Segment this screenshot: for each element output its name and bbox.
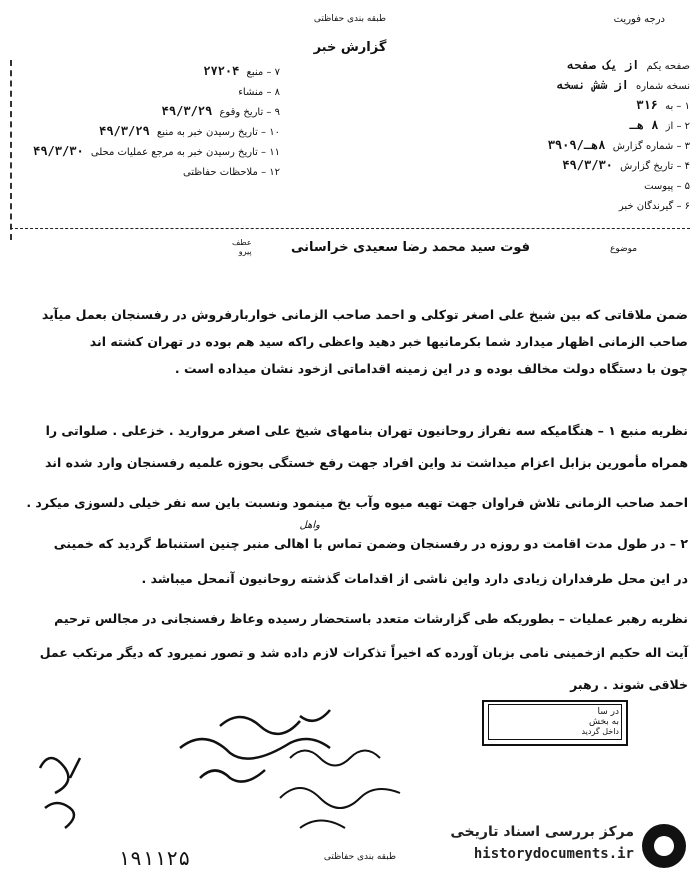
body-line: نظریه رهبر عملیات – بطوریکه طی گزارشات متعدد باستحضار رسیده وعاظ رفسنجانی در مجالس ترحیم bbox=[54, 611, 688, 626]
field-label: ۴ – تاریخ گزارش bbox=[620, 161, 690, 172]
page-title: گزارش خبر bbox=[313, 40, 387, 55]
field-report-number bbox=[400, 138, 690, 158]
body-line: خلاقی شوند . رهبر bbox=[570, 677, 688, 692]
urgency-label: درجه فوریت bbox=[613, 14, 665, 25]
field-label: نسخه شماره bbox=[636, 81, 690, 92]
field-value: از شش نسخه bbox=[556, 78, 629, 92]
field-attachment bbox=[400, 178, 690, 198]
body-line: در این محل طرفداران زیادی دارد واین ناشی از اقدامات گذشته روحانیون آنمحل میباشد . bbox=[141, 571, 688, 586]
field-value: ۴۹/۳/۲۹ bbox=[99, 124, 150, 138]
body-line: آیت اله حکیم ازخمینی نامی بزبان آورده که اخیراً تذکرات لازم داده شد و تصور نمیرود که دیگر مرتکب عمل bbox=[39, 645, 688, 660]
field-origin bbox=[20, 84, 280, 104]
field-label: ۱۲ – ملاحظات حفاظتی bbox=[182, 167, 280, 178]
field-value: ۴۹/۳/۳۰ bbox=[562, 158, 613, 172]
field-page bbox=[400, 58, 690, 78]
field-recipients bbox=[400, 198, 690, 218]
stamp-line: داخل گردید bbox=[581, 727, 619, 736]
header-classification: طبقه بندی حفاظتی bbox=[313, 14, 387, 24]
body-line: چون با دستگاه دولت مخالف بوده و در این زمینه اقداماتی ازخود نشان میداده است . bbox=[174, 361, 688, 376]
field-label: ۶ – گیرندگان خبر bbox=[618, 201, 690, 212]
body-line: نظریه منبع ۱ – هنگامیکه سه نفراز روحانیون تهران بنامهای شیخ علی اصغر مروارید . خزعلی . صلواتی را bbox=[45, 423, 688, 438]
document-number: ۱۹۱۱۲۵ bbox=[118, 846, 191, 870]
field-value: ۸هـ/۳۹۰۹ bbox=[547, 138, 606, 152]
field-value: از یک صفحه bbox=[567, 58, 640, 72]
subject: فوت سید محمد رضا سعیدی خراسانی bbox=[291, 240, 530, 255]
body-line: احمد صاحب الزمانی تلاش فراوان جهت تهیه میوه وآب یخ مینمود ونسبت باین سه نفر خیلی دلسوزی میکرد . bbox=[26, 495, 688, 510]
subject-label: موضوع bbox=[610, 244, 638, 254]
body-line: صاحب الزمانی اظهار میدارد شما بکرمانیها خبر دهید واعظی راکه سید هم بوده در تهران کشته اند bbox=[89, 334, 688, 349]
field-label: ۳ – شماره گزارش bbox=[612, 141, 690, 152]
field-report-date bbox=[400, 158, 690, 178]
field-label: ۲ – از bbox=[665, 121, 690, 132]
field-label: ۸ – منشاء bbox=[238, 87, 280, 98]
field-to bbox=[400, 98, 690, 118]
footer-classification: طبقه بندی حفاظتی bbox=[323, 852, 397, 862]
reference-box bbox=[232, 238, 252, 256]
field-source-date bbox=[20, 124, 280, 144]
body-line: همراه مأمورین بزابل اعزام میداشت ند واین افراد جهت رفع خستگی بحوزه علمیه رفسنجان وارد شده اند bbox=[45, 455, 688, 470]
field-label: ۹ – تاریخ وقوع bbox=[219, 107, 280, 118]
field-value: ۴۹/۳/۳۰ bbox=[33, 144, 84, 158]
stamp-line: در سا bbox=[597, 707, 619, 717]
handwritten-annotations bbox=[0, 698, 480, 848]
field-label: ۵ – پیوست bbox=[644, 181, 690, 192]
reference-label: عطف bbox=[232, 238, 252, 247]
field-event-date bbox=[20, 104, 280, 124]
field-label: ۱ – به bbox=[665, 101, 690, 112]
field-source bbox=[20, 64, 280, 84]
field-value: ۴۹/۳/۲۹ bbox=[161, 104, 213, 118]
header-divider bbox=[10, 228, 690, 229]
field-label: ۱۱ – تاریخ رسیدن خبر به مرجع عملیات محلی bbox=[90, 147, 280, 158]
field-label: صفحه یکم bbox=[646, 61, 690, 72]
left-fields bbox=[20, 64, 280, 184]
followup-label: پیرو bbox=[238, 247, 252, 256]
registry-stamp bbox=[482, 700, 628, 746]
field-copy bbox=[400, 78, 690, 98]
field-value: ۳۱۶ bbox=[636, 98, 658, 112]
field-local-ops-date bbox=[20, 144, 280, 164]
interlinear-note: واهل bbox=[299, 520, 320, 531]
field-value: ۲۷۲۰۴ bbox=[203, 64, 240, 78]
body-line: ۲ – در طول مدت اقامت دو روزه در رفسنجان وضمن تماس با اهالی منبر چنین استنباط گردید که خمینی bbox=[53, 536, 688, 551]
left-margin-dashes bbox=[10, 60, 20, 240]
archive-logo-icon bbox=[642, 824, 686, 868]
field-label: ۷ – منبع bbox=[246, 67, 280, 78]
field-from bbox=[400, 118, 690, 138]
field-value: ۸ هـ bbox=[629, 118, 659, 132]
body-line: ضمن ملاقاتی که بین شیخ علی اصغر توکلی و احمد صاحب الزمانی خواربارفروش در رفسنجان بعمل میآید bbox=[41, 307, 688, 322]
field-label: ۱۰ – تاریخ رسیدن خبر به منبع bbox=[156, 127, 280, 138]
stamp-line: به بخش bbox=[589, 717, 619, 727]
watermark-url: historydocuments.ir bbox=[473, 846, 634, 862]
right-fields bbox=[400, 58, 690, 218]
watermark-title: مرکز بررسی اسناد تاریخی bbox=[450, 824, 634, 840]
field-security-notes bbox=[20, 164, 280, 184]
watermark bbox=[420, 818, 690, 874]
